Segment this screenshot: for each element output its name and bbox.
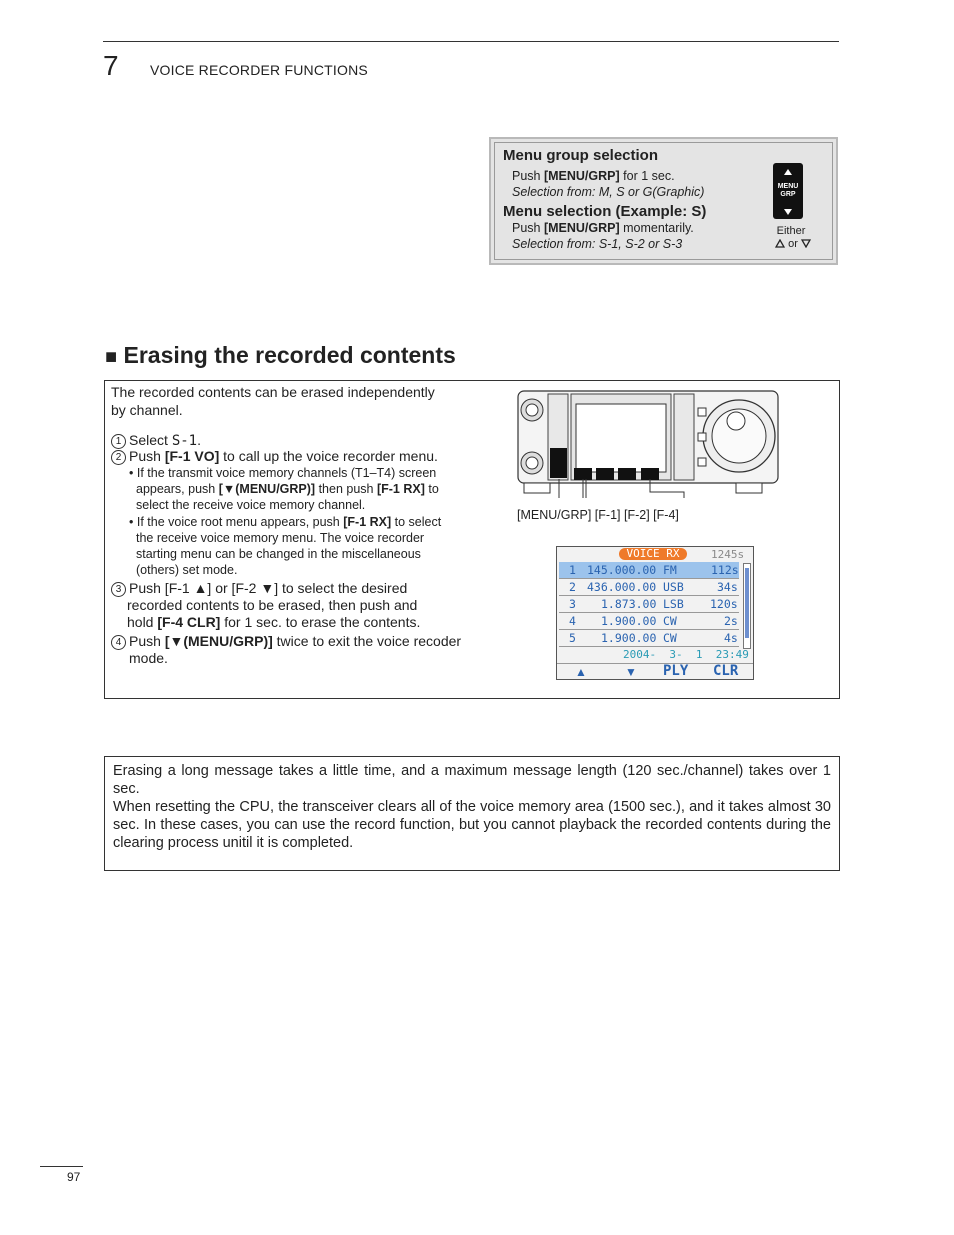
step-1: 1 Select S-1. [111,432,201,450]
menu-selection-instruction: Push [MENU/GRP] momentarily. [512,221,694,235]
menu-grp-key-icon: MENU GRP [773,163,803,219]
menu-selection-options: Selection from: S-1, S-2 or S-3 [512,237,683,251]
lcd-row: 5 1.900.00 CW 4s [559,630,739,647]
note-paragraph-2: When resetting the CPU, the transceiver clears all of the voice memory area (1500 sec.), and it takes almost 30 sec. In these cases, you can use the record function, but you cannot playback the recorded contents during the clearing process unitil it is completed. [113,799,831,851]
panel-key-labels: [MENU/GRP] [F-1] [F-2] [F-4] [517,508,679,522]
down-triangle-icon [801,239,811,248]
lcd-row: 3 1.873.00 LSB 120s [559,596,739,613]
step-3-line-3: hold [F-4 CLR] for 1 sec. to erase the contents. [127,614,421,630]
footer-rule [40,1166,83,1167]
bullet-1-line-3: select the receive voice memory channel. [136,498,366,512]
menu-group-heading: Menu group selection [503,147,659,164]
menu-group-instruction: Push [MENU/GRP] for 1 sec. [512,169,675,183]
lcd-date-time: 2004- 3- 1 23:49 [623,648,749,661]
header-rule [103,41,839,42]
bullet-2-line-2: the receive voice memory menu. The voice recorder [136,531,425,545]
lcd-key-up: ▲ [575,665,587,679]
chapter-number: 7 [103,50,119,81]
bullet-2-line-4: (others) set mode. [136,563,238,577]
lcd-row: 4 1.900.00 CW 2s [559,613,739,630]
lcd-total-time: 1245s [711,548,745,561]
bullet-1-line-1: • If the transmit voice memory channels (T1–T4) screen [129,466,437,480]
bullet-2-line-1: • If the voice root menu appears, push [F-1 RX] to select [129,515,442,529]
step-3-line-1: 3 Push [F-1 ▲] or [F-2 ▼] to select the desired [111,580,407,597]
lcd-row-selected: 1 145.000.00 FM 112s [559,562,739,579]
transceiver-front-panel-illustration [514,388,784,498]
lcd-key-down: ▼ [625,665,637,679]
bullet-2-line-3: starting menu can be changed in the miscellaneous [136,547,421,561]
either-label: Either [776,225,806,237]
step-4-line-2: mode. [129,650,168,666]
lcd-title: VOICE RX [619,548,687,560]
step-4-line-1: 4 Push [▼(MENU/GRP)] twice to exit the voice recoder [111,633,461,650]
chapter-title: VOICE RECORDER FUNCTIONS [150,62,368,78]
lcd-key-ply: PLY [663,663,689,679]
up-triangle-icon [775,239,785,248]
lcd-key-clr: CLR [713,663,739,679]
menu-group-options: Selection from: M, S or G(Graphic) [512,185,705,199]
intro-line-1: The recorded contents can be erased independently [111,384,435,400]
up-or-down-icons: or [769,238,817,250]
bullet-1-line-2: appears, push [▼(MENU/GRP)] then push [F-1 RX] to [136,482,439,496]
step-3-line-2: recorded contents to be erased, then push and [127,597,418,613]
step-2: 2 Push [F-1 VO] to call up the voice recorder menu. [111,448,438,465]
menu-selection-heading: Menu selection (Example: S) [503,203,707,220]
intro-line-2: by channel. [111,402,183,418]
page-number: 97 [67,1170,81,1184]
voice-rx-lcd-screen [556,546,754,680]
note-paragraph-1: Erasing a long message takes a little time, and a maximum message length (120 sec./channel) takes over 1 sec. [113,763,831,797]
lcd-row: 2 436.000.00 USB 34s [559,579,739,596]
lcd-scrollbar [743,563,751,649]
section-title: ■ Erasing the recorded contents [105,342,456,368]
menu-selection-box [489,137,838,265]
note-box [104,756,840,871]
